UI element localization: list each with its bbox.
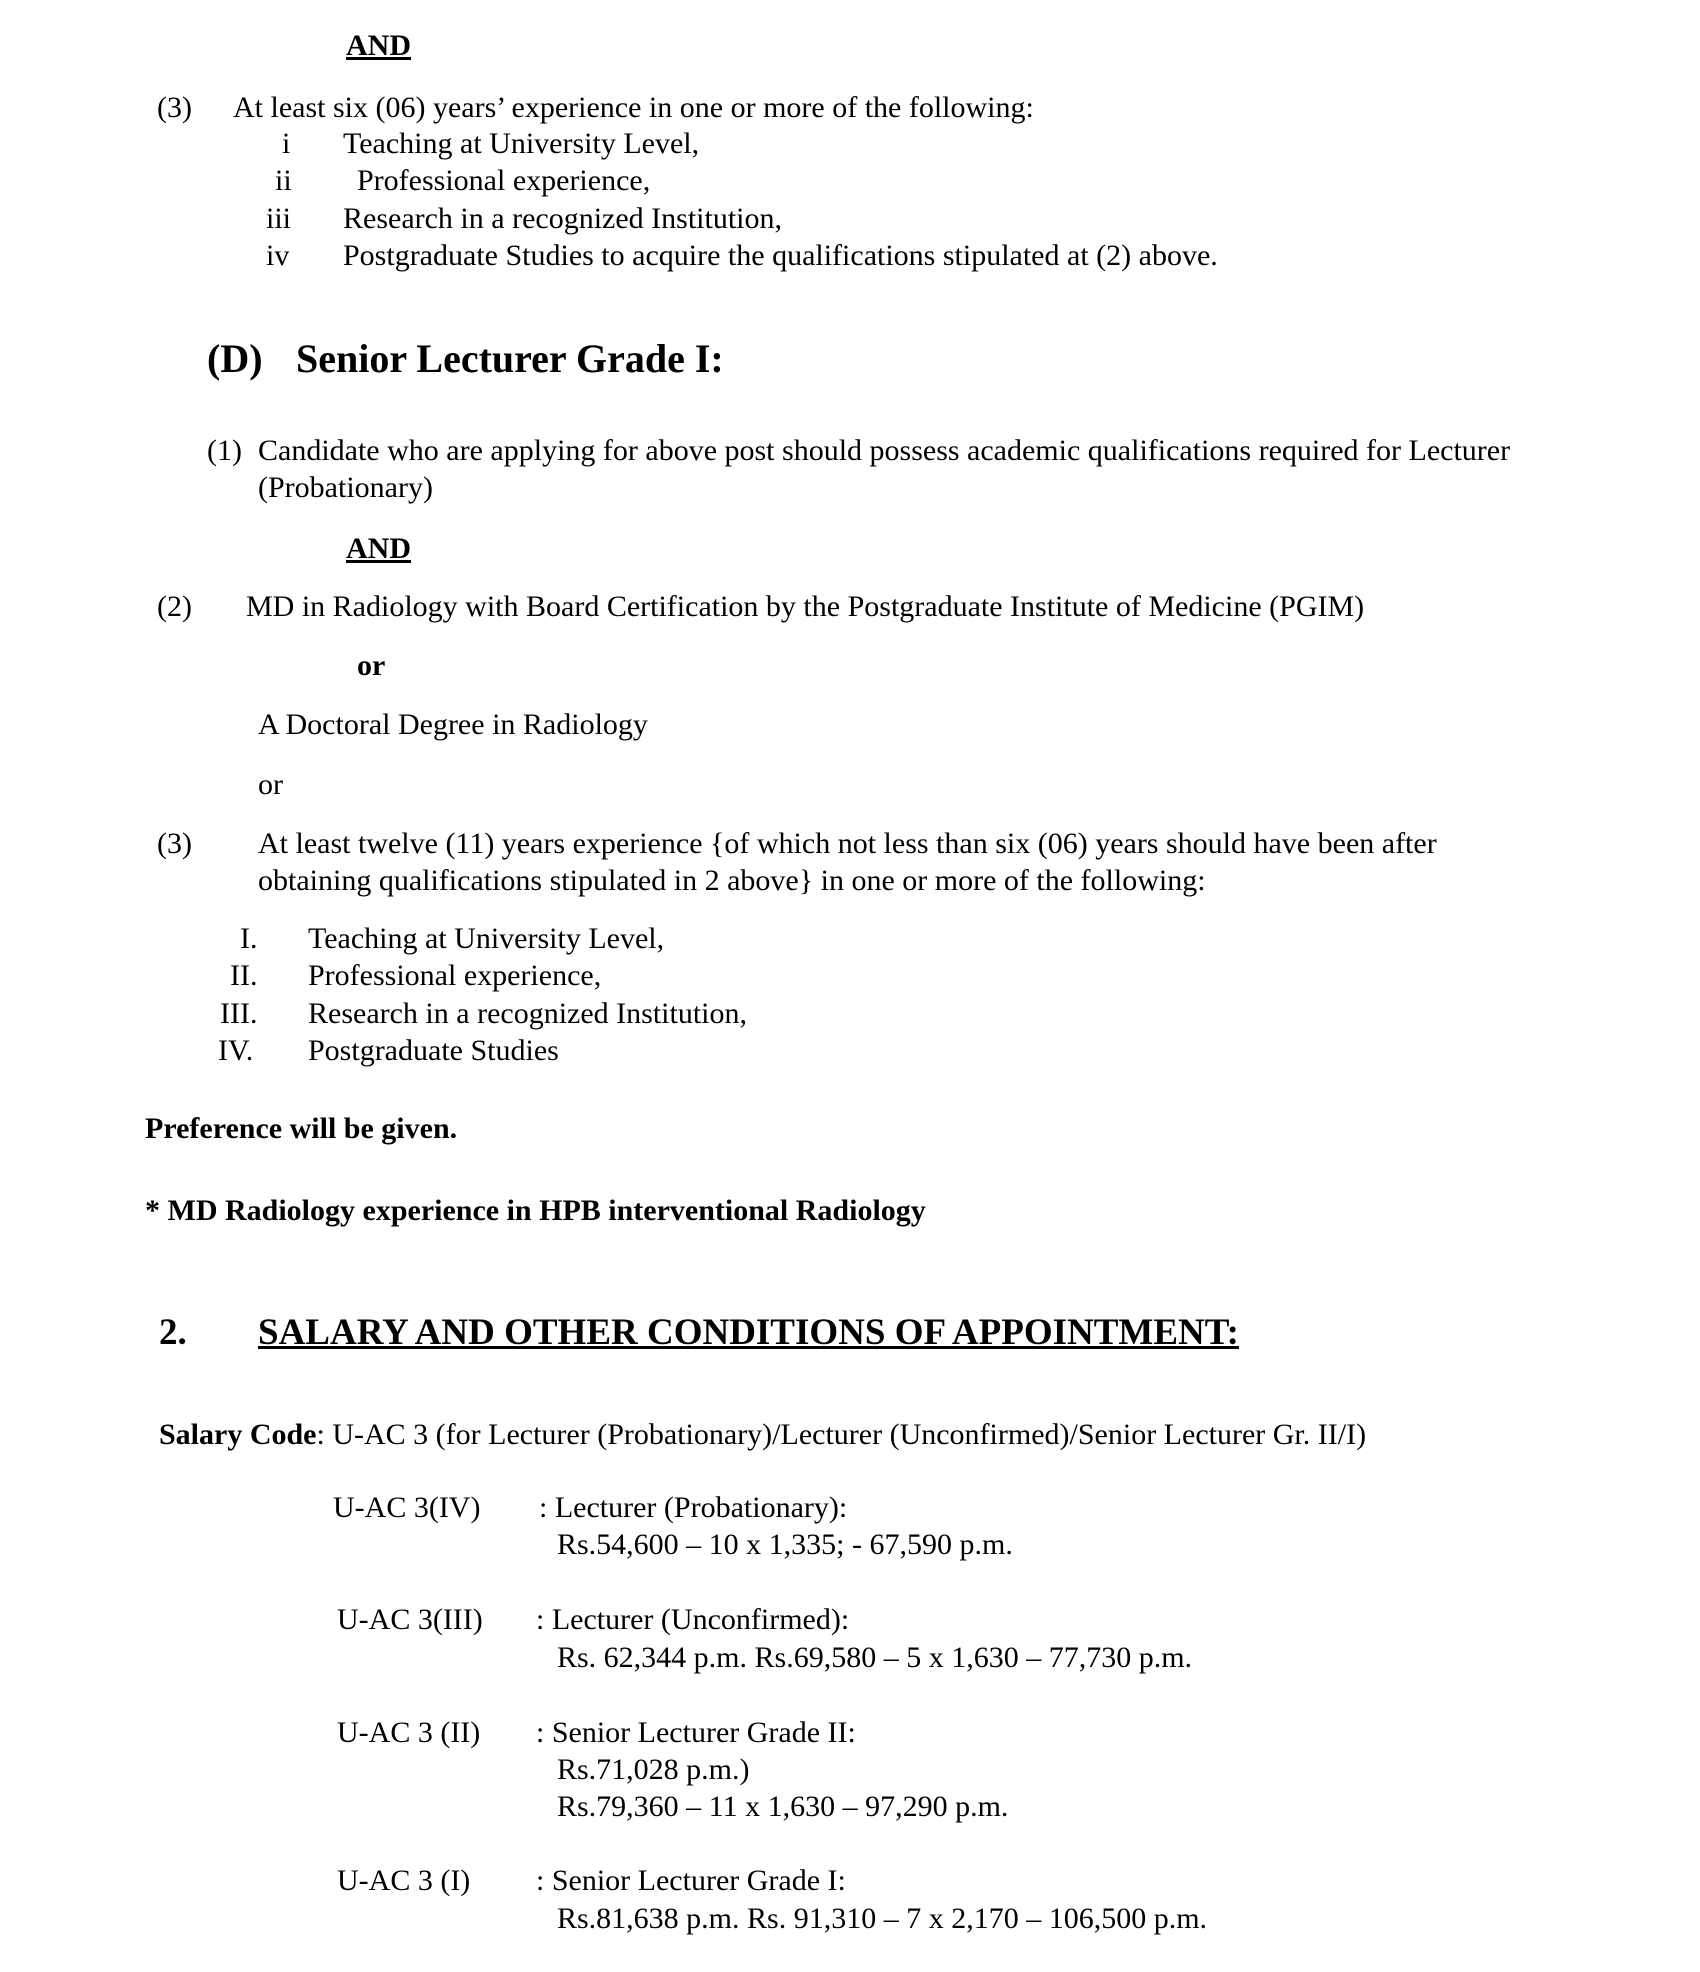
or-conjunction: or xyxy=(258,768,283,801)
salary-scale-post: : Lecturer (Unconfirmed): xyxy=(536,1603,850,1636)
sublist-number: II. xyxy=(230,959,258,992)
list-number: (3) xyxy=(157,827,192,860)
requirement-alternative: A Doctoral Degree in Radiology xyxy=(258,708,648,741)
and-conjunction: AND xyxy=(346,532,411,565)
section-title: SALARY AND OTHER CONDITIONS OF APPOINTMENT: xyxy=(258,1312,1240,1353)
requirement-text: MD in Radiology with Board Certification by the Postgraduate Institute of Medicine (PGIM) xyxy=(246,590,1365,623)
section-label: (D) xyxy=(207,336,263,381)
list-number: (3) xyxy=(157,91,192,124)
sublist-item: Research in a recognized Institution, xyxy=(343,202,783,235)
salary-scale-code: U-AC 3 (I) xyxy=(337,1864,471,1897)
sublist-item: Postgraduate Studies to acquire the qualifications stipulated at (2) above. xyxy=(343,239,1218,272)
requirement-text: At least twelve (11) years experience {of which not less than six (06) years should have been after xyxy=(258,827,1437,860)
salary-scale-amount: Rs.79,360 – 11 x 1,630 – 97,290 p.m. xyxy=(557,1790,1009,1823)
sublist-item: Postgraduate Studies xyxy=(308,1034,559,1067)
salary-scale-code: U-AC 3 (II) xyxy=(337,1716,481,1749)
list-number: (2) xyxy=(157,590,192,623)
sublist-item: Teaching at University Level, xyxy=(343,127,700,160)
sublist-number: i xyxy=(282,127,291,160)
salary-scale-amount: Rs.81,638 p.m. Rs. 91,310 – 7 x 2,170 – 106,500 p.m. xyxy=(557,1902,1208,1935)
salary-scale-code: U-AC 3(IV) xyxy=(333,1491,481,1524)
salary-scale-post: : Lecturer (Probationary): xyxy=(539,1491,848,1524)
salary-scale-amount: Rs. 62,344 p.m. Rs.69,580 – 5 x 1,630 – 77,730 p.m. xyxy=(557,1641,1193,1674)
salary-code-label: Salary Code xyxy=(159,1418,317,1451)
sublist-item: Professional experience, xyxy=(308,959,602,992)
sublist-number: iv xyxy=(266,239,290,272)
requirement-text-continued: obtaining qualifications stipulated in 2 above} in one or more of the following: xyxy=(258,864,1206,897)
requirement-text-continued: (Probationary) xyxy=(258,471,433,504)
salary-scale-amount: Rs.54,600 – 10 x 1,335; - 67,590 p.m. xyxy=(557,1528,1013,1561)
sublist-item: Teaching at University Level, xyxy=(308,922,665,955)
or-conjunction: or xyxy=(357,649,386,682)
sublist-item: Research in a recognized Institution, xyxy=(308,997,748,1030)
sublist-number: I. xyxy=(240,922,258,955)
list-number: (1) xyxy=(207,434,242,467)
sublist-number: ii xyxy=(275,164,292,197)
salary-scale-post: : Senior Lecturer Grade II: xyxy=(536,1716,856,1749)
salary-code-line xyxy=(159,1417,1366,1453)
salary-scale-post: : Senior Lecturer Grade I: xyxy=(536,1864,846,1897)
requirement-text: At least six (06) years’ experience in one or more of the following: xyxy=(233,91,1034,124)
requirement-text: Candidate who are applying for above post should possess academic qualifications required for Lecturer xyxy=(258,434,1511,467)
sublist-number: IV. xyxy=(218,1034,254,1067)
sublist-item: Professional experience, xyxy=(357,164,651,197)
sublist-number: III. xyxy=(220,997,258,1030)
salary-scale-code: U-AC 3(III) xyxy=(337,1603,483,1636)
salary-code-text: : U-AC 3 (for Lecturer (Probationary)/Lecturer (Unconfirmed)/Senior Lecturer Gr. II/I) xyxy=(316,1418,1367,1451)
sublist-number: iii xyxy=(266,202,292,235)
salary-scale-amount: Rs.71,028 p.m.) xyxy=(557,1753,750,1786)
preference-item: * MD Radiology experience in HPB interventional Radiology xyxy=(145,1194,926,1227)
section-number: 2. xyxy=(159,1312,187,1353)
section-title: Senior Lecturer Grade I: xyxy=(296,336,724,381)
and-conjunction: AND xyxy=(346,29,411,62)
preference-heading: Preference will be given. xyxy=(145,1112,458,1145)
